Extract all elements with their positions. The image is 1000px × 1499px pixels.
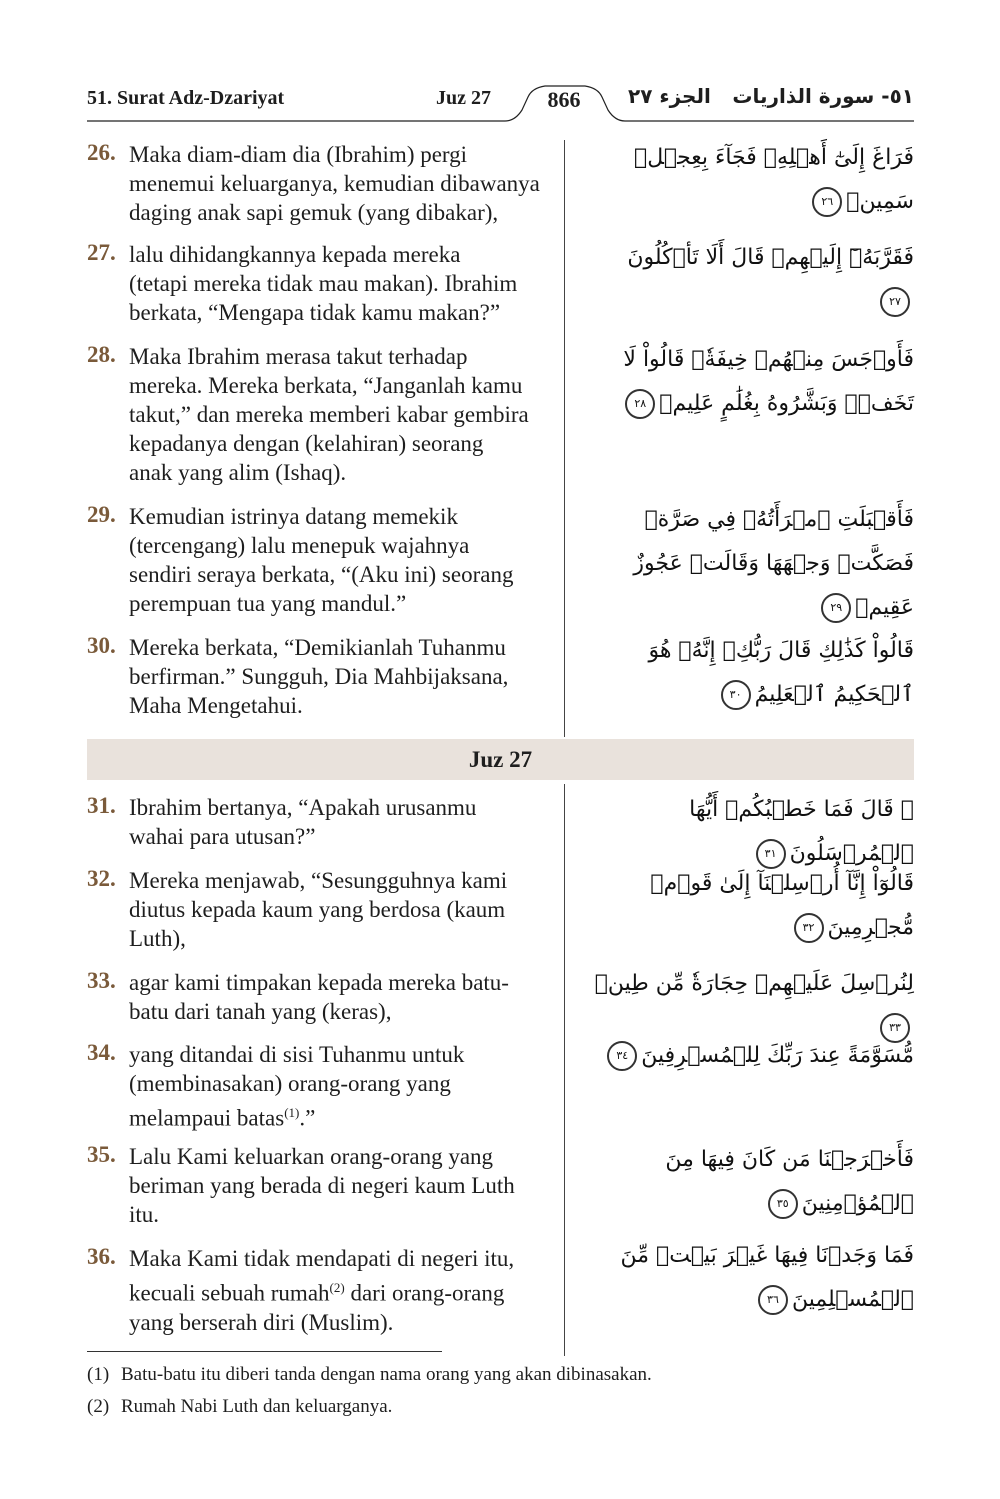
ayah-end-marker: ٣١ bbox=[756, 839, 786, 869]
arabic-verse-30 bbox=[594, 629, 914, 717]
verse-translation: Kemudian istrinya datang memekik (tercengang) lalu menepuk wajahnya sendiri seraya berkata, “(Aku ini) seorang perempuan tua yang mandul.” bbox=[129, 504, 514, 616]
verse-text: Maka Kami tidak mendapati di negeri itu, kecuali sebuah rumah bbox=[129, 1246, 515, 1306]
verse-number: 30. bbox=[87, 633, 116, 658]
arabic-verse-26 bbox=[594, 136, 914, 224]
footnote-number: (1) bbox=[87, 1364, 110, 1385]
ayah-end-marker: ٣٤ bbox=[607, 1041, 637, 1071]
verse-number: 27. bbox=[87, 240, 116, 265]
arabic-text: قَالُواْ كَذَٰلِكِ قَالَ رَبُّكِۖ إِنَّهُۥ هُوَ ٱلۡحَكِيمُ ٱلۡعَلِيمُ bbox=[648, 638, 914, 707]
page-header bbox=[0, 0, 1000, 130]
verse-translation: Maka Ibrahim merasa takut terhadap mereka. Mereka berkata, “Janganlah kamu takut,” dan mereka memberi kabar gembira kepadanya dengan (kelahiran) seorang anak yang alim (Ishaq). bbox=[129, 344, 529, 485]
verse-translation: Lalu Kami keluarkan orang-orang yang beriman yang berada di negeri kaum Luth itu. bbox=[129, 1144, 515, 1227]
footnote-1 bbox=[87, 1364, 652, 1386]
arabic-verse-27 bbox=[594, 236, 914, 324]
juz-banner bbox=[87, 739, 914, 780]
arabic-text: فَقَرَّبَهُۥٓ إِلَيۡهِمۡ قَالَ أَلَا تَأۡكُلُونَ bbox=[627, 245, 914, 270]
verse-number: 32. bbox=[87, 866, 116, 891]
verse-translation: Mereka menjawab, “Sesungguhnya kami diutus kepada kaum yang berdosa (kaum Luth), bbox=[129, 868, 508, 951]
verse-number: 33. bbox=[87, 968, 116, 993]
footnote-text: Batu-batu itu diberi tanda dengan nama orang yang akan dibinasakan. bbox=[121, 1364, 652, 1385]
surah-title: 51. Surat Adz-Dzariyat bbox=[87, 87, 285, 109]
footnote-divider bbox=[87, 1351, 442, 1352]
verse-text: dari orang-orang yang berserah diri (Muslim). bbox=[129, 1280, 505, 1335]
footnote-2 bbox=[87, 1396, 392, 1418]
arabic-text: فَأَوۡجَسَ مِنۡهُمۡ خِيفَةٗۖ قَالُواْ لَا تَخَفۡۖ وَبَشَّرُوهُ بِغُلَٰمٍ عَلِيمٖ bbox=[623, 347, 914, 416]
verse-number: 36. bbox=[87, 1244, 116, 1269]
verse-translation: Maka diam-diam dia (Ibrahim) pergi menemui keluarganya, kemudian dibawanya daging anak sapi gemuk (yang dibakar), bbox=[129, 142, 540, 225]
arabic-text: فَمَا وَجَدۡنَا فِيهَا غَيۡرَ بَيۡتٖ مِّنَ ٱلۡمُسۡلِمِينَ bbox=[620, 1243, 914, 1312]
arabic-text: فَأَقۡبَلَتِ ٱمۡرَأَتُهُۥ فِي صَرَّةٖ فَصَكَّتۡ وَجۡهَهَا وَقَالَتۡ عَجُوزٌ عَقِيمٞ bbox=[633, 507, 914, 620]
footnote-ref[interactable]: (1) bbox=[284, 1105, 300, 1120]
arabic-text: مُّسَوَّمَةً عِندَ رَبِّكَ لِلۡمُسۡرِفِينَ bbox=[641, 1043, 914, 1068]
arabic-verse-35 bbox=[594, 1138, 914, 1226]
column-divider bbox=[564, 140, 565, 737]
arabic-juz-title: الجزء ٢٧ bbox=[628, 84, 711, 108]
ayah-end-marker: ٣٠ bbox=[721, 680, 751, 710]
footnote-text: Rumah Nabi Luth dan keluarganya. bbox=[121, 1396, 393, 1417]
verse-translation: agar kami timpakan kepada mereka batu- batu dari tanah yang (keras), bbox=[129, 970, 509, 1024]
verse-number: 26. bbox=[87, 140, 116, 165]
juz-title: Juz 27 bbox=[436, 87, 491, 109]
footnote-number: (2) bbox=[87, 1396, 110, 1417]
verse-translation: lalu dihidangkannya kepada mereka (tetapi mereka tidak mau makan). Ibrahim berkata, “Mengapa tidak kamu makan?” bbox=[129, 242, 518, 325]
arabic-text: قَالُوٓاْ إِنَّآ أُرۡسِلۡنَآ إِلَىٰ قَوۡمٖ مُّجۡرِمِينَ bbox=[650, 871, 914, 940]
ayah-end-marker: ٢٨ bbox=[625, 389, 655, 419]
arabic-text: فَرَاغَ إِلَىٰٓ أَهۡلِهِۦ فَجَآءَ بِعِجۡلٖ سَمِينٖ bbox=[634, 145, 914, 214]
verse-text: .” bbox=[299, 1105, 316, 1131]
arabic-verse-29 bbox=[594, 498, 914, 630]
verse-translation: Ibrahim bertanya, “Apakah urusanmu wahai para utusan?” bbox=[129, 795, 477, 849]
arabic-text: ۞ قَالَ فَمَا خَطۡبُكُمۡ أَيُّهَا ٱلۡمُرۡسَلُونَ bbox=[689, 797, 914, 866]
ayah-end-marker: ٢٧ bbox=[880, 287, 910, 317]
verse-text: yang ditandai di sisi Tuhanmu untuk (membinasakan) orang-orang yang melampaui batas bbox=[129, 1042, 465, 1131]
arabic-verse-28 bbox=[594, 338, 914, 426]
verse-number: 35. bbox=[87, 1142, 116, 1167]
page-number: 866 bbox=[547, 87, 581, 112]
column-divider bbox=[564, 784, 565, 1356]
header-rule bbox=[0, 0, 1000, 130]
arabic-surah-title: ٥١- سورة الذاريات bbox=[732, 84, 914, 108]
ayah-end-marker: ٣٣ bbox=[880, 1013, 910, 1043]
arabic-verse-36 bbox=[594, 1234, 914, 1322]
ayah-end-marker: ٢٩ bbox=[821, 593, 851, 623]
verse-number: 34. bbox=[87, 1040, 116, 1065]
verse-number: 29. bbox=[87, 502, 116, 527]
verse-number: 28. bbox=[87, 342, 116, 367]
arabic-verse-32 bbox=[594, 862, 914, 950]
arabic-verse-34 bbox=[594, 1034, 914, 1078]
ayah-end-marker: ٣٦ bbox=[758, 1285, 788, 1315]
ayah-end-marker: ٣٥ bbox=[768, 1189, 798, 1219]
juz-banner-label: Juz 27 bbox=[468, 747, 533, 772]
ayah-end-marker: ٣٢ bbox=[794, 913, 824, 943]
verse-translation: Mereka berkata, “Demikianlah Tuhanmu berfirman.” Sungguh, Dia Mahbijaksana, Maha Mengetahui. bbox=[129, 635, 509, 718]
arabic-text: فَأَخۡرَجۡنَا مَن كَانَ فِيهَا مِنَ ٱلۡمُؤۡمِنِينَ bbox=[665, 1147, 914, 1216]
footnote-ref[interactable]: (2) bbox=[329, 1280, 345, 1295]
ayah-end-marker: ٢٦ bbox=[812, 187, 842, 217]
arabic-text: لِنُرۡسِلَ عَلَيۡهِمۡ حِجَارَةٗ مِّن طِينٖ bbox=[594, 971, 914, 996]
verse-translation bbox=[129, 1040, 559, 1133]
verse-number: 31. bbox=[87, 793, 116, 818]
verse-translation bbox=[129, 1244, 559, 1337]
